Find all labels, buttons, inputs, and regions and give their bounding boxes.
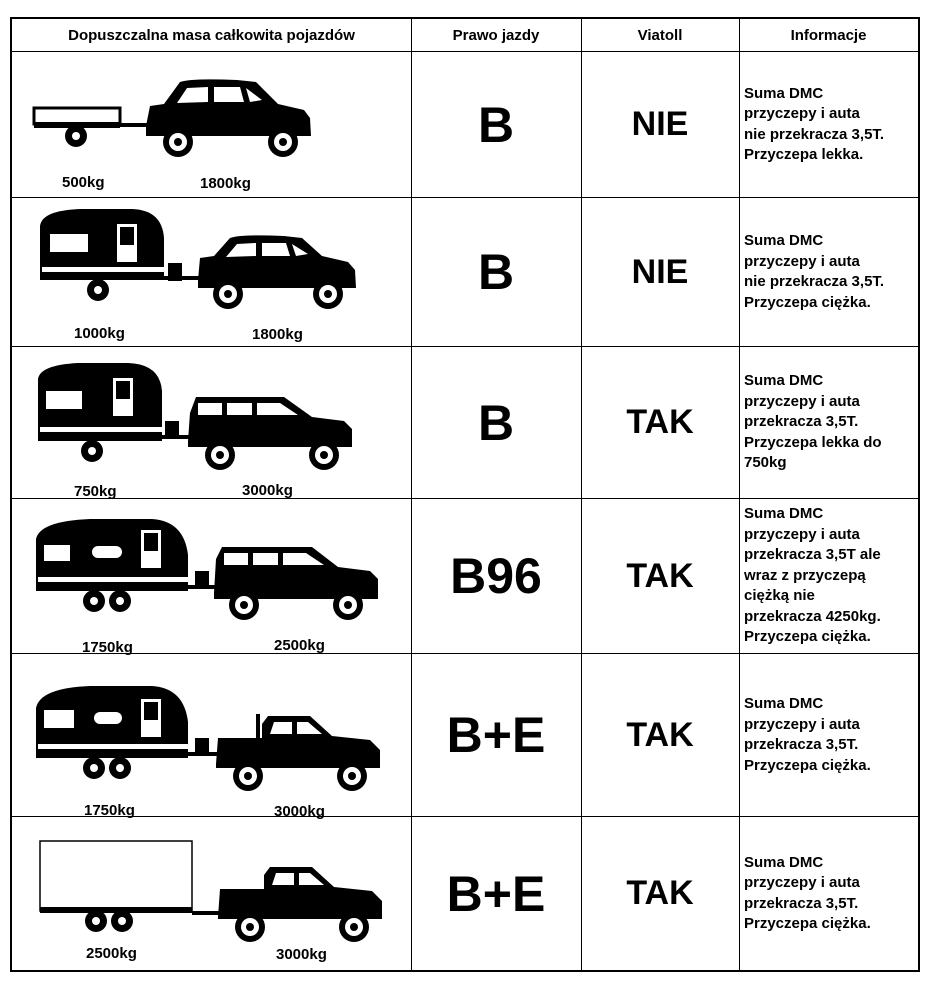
license-category: B96	[450, 548, 542, 604]
caravan-icon	[38, 363, 192, 462]
info-text	[739, 347, 918, 498]
suv-icon	[146, 79, 311, 157]
caravan-icon	[40, 209, 200, 301]
trailer-mass: 750kg	[74, 483, 117, 500]
header-viatoll: Viatoll	[637, 26, 683, 44]
header-info: Informacje	[790, 26, 867, 44]
car-mass: 1800kg	[200, 175, 251, 192]
license-category: B+E	[446, 707, 546, 763]
viatoll-required: NIE	[631, 252, 689, 291]
vehicle-set	[12, 499, 411, 653]
car-mass: 2500kg	[274, 637, 325, 654]
trailer-mass: 1750kg	[82, 639, 133, 656]
trailer-mass: 500kg	[62, 174, 105, 191]
info-text-content: Suma DMC przyczepy i auta nie przekracza 3,5T. Przyczepa lekka.	[744, 84, 885, 163]
car-mass: 3000kg	[242, 482, 293, 499]
viatoll-required: TAK	[626, 556, 694, 595]
license-category: B	[477, 96, 515, 153]
table-row	[12, 198, 918, 346]
info-text	[739, 654, 918, 816]
info-text	[739, 52, 918, 197]
car-mass: 3000kg	[274, 803, 325, 820]
info-text	[739, 198, 918, 346]
pickup-icon	[218, 867, 382, 942]
info-text-content: Suma DMC przyczepy i auta przekracza 3,5T. Przyczepa lekka do 750kg	[744, 372, 882, 472]
trailer-mass: 1000kg	[74, 325, 125, 342]
pickup-icon	[216, 714, 380, 791]
vehicle-illustration	[12, 654, 411, 820]
info-text-content: Suma DMC przyczepy i auta nie przekracza 3,5T. Przyczepa ciężka.	[744, 232, 885, 311]
trailer-mass: 1750kg	[84, 802, 135, 819]
info-text-content: Suma DMC przyczepy i auta przekracza 3,5T. Przyczepa ciężka.	[744, 695, 871, 774]
info-text	[739, 817, 918, 970]
vehicle-set	[12, 817, 411, 970]
viatoll-required: TAK	[626, 874, 694, 912]
offroad-icon	[188, 397, 352, 470]
header-license: Prawo jazdy	[452, 26, 540, 44]
offroad-icon	[214, 547, 378, 620]
caravan-icon	[36, 686, 220, 779]
vehicle-set	[12, 198, 411, 346]
license-category: B	[477, 244, 515, 300]
car-mass: 3000kg	[276, 946, 327, 963]
table-row	[12, 817, 918, 970]
info-text-content: Suma DMC przyczepy i auta przekracza 3,5T. Przyczepa ciężka.	[744, 853, 871, 932]
vehicle-set	[12, 654, 411, 816]
header-mass: Dopuszczalna masa całkowita pojazdów	[68, 26, 355, 44]
table-row	[12, 499, 918, 656]
license-category: B+E	[446, 865, 546, 922]
info-text	[739, 499, 918, 653]
vehicle-license-table	[10, 17, 920, 972]
viatoll-required: TAK	[626, 403, 694, 441]
car-mass: 1800kg	[252, 326, 303, 343]
license-category: B	[477, 394, 515, 451]
table-row	[12, 654, 918, 820]
table-row	[12, 52, 918, 197]
vehicle-illustration	[12, 499, 411, 656]
vehicle-illustration	[12, 817, 411, 970]
caravan-icon	[36, 519, 220, 612]
viatoll-required: NIE	[631, 105, 689, 143]
viatoll-required: TAK	[626, 715, 694, 754]
vehicle-illustration	[12, 52, 411, 197]
vehicle-illustration	[12, 347, 411, 498]
trailer-mass: 2500kg	[86, 945, 137, 962]
table-row	[12, 347, 918, 498]
box-trailer-icon	[40, 841, 222, 932]
suv-icon	[198, 235, 356, 309]
info-text-content: Suma DMC przyczepy i auta przekracza 3,5T ale wraz z przyczepą ciężką nie przekracza 4250kg. Przyczepa ciężka.	[744, 505, 881, 646]
vehicle-illustration	[12, 198, 411, 346]
flat-trailer-icon	[34, 108, 148, 147]
vehicle-set	[12, 347, 411, 498]
